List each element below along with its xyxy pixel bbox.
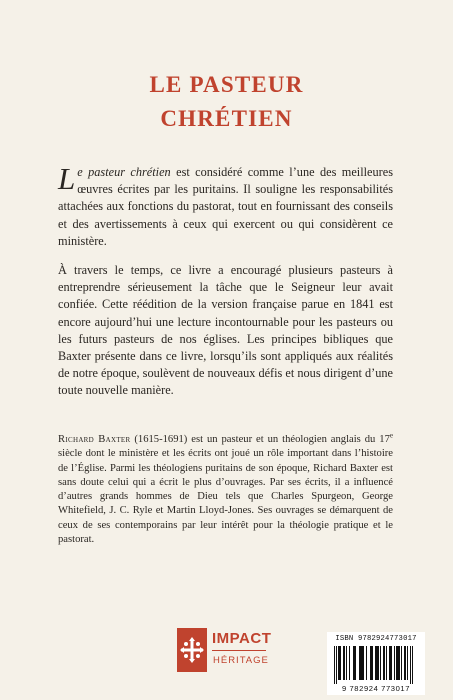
barcode-bar [363, 646, 364, 680]
barcode-bar [343, 646, 345, 680]
barcode-bar [394, 646, 395, 680]
barcode-bar [401, 646, 402, 680]
isbn-label: ISBN 9782924773017 [335, 635, 417, 643]
barcode-bar [349, 646, 350, 680]
book-title [0, 68, 453, 136]
publisher-name: IMPACT [212, 630, 272, 647]
description-paragraph-2: À travers le temps, ce livre a encouragé plusieurs pasteurs à entreprendre sérieusement la tâche que le Seigneur leur avait confiée. Cette réédition de la version française parue en 1841 est encore aujourd’hui une lecture incontournable pour les pasteurs ou les futurs pasteurs de nos églises. Les principes bibliques que Baxter présente dans ce livre, lorsqu’ils sont appliqués aux réalités de notre époque, soulèvent de nouveaux défis et nous dirigent d’une toute nouvelle manière. [58, 263, 393, 398]
barcode-bar [355, 646, 356, 680]
barcode-bar [346, 646, 347, 680]
barcode-bar [361, 646, 363, 680]
isbn-barcode [327, 632, 425, 695]
century-superscript: e [389, 431, 393, 440]
publisher-imprint: HÉRITAGE [213, 655, 269, 666]
barcode-bar [386, 646, 387, 680]
barcode-bar [389, 646, 391, 680]
description-paragraph-1-text: est considéré comme l’une des meilleures œuvres écrites par les puritains. Il souligne les responsabilités attachées aux fonctions du pastorat, tout en fournissant des conseils et des avertissements à ceux qui exercent ou qui considèrent ce ministère. [58, 165, 393, 248]
book-title-inline: e pasteur chrétien [77, 165, 171, 179]
author-bio-text-1: (1615-1691) est un pasteur et un théologien anglais du 17 [130, 434, 390, 445]
barcode-bar [377, 646, 379, 680]
barcode-bar [375, 646, 377, 680]
barcode-bar [404, 646, 406, 680]
huguenot-cross-icon [180, 637, 204, 663]
barcode-bar [412, 646, 413, 684]
author-bio-text-2: siècle dont le ministère et les écrits ont joué un rôle important dans l’histoire de l’Église. Parmi les théologiens puritains de son époque, Richard Baxter est sans doute celui qui a écrit le plus d’ouvrages. Par ses écrits, il a influencé d’autres grands hommes de Dieu tels que Charles Spurgeon, George Whitefield, J. C. Ryle et Martin Lloyd-Jones. Ses ouvrages se démarquent de ceux de ses contemporains par leur intérêt pour la théologie pratique et le pastorat. [58, 448, 393, 546]
logo-divider [212, 650, 266, 651]
barcode-bar [338, 646, 340, 680]
barcode-bar [336, 646, 337, 684]
barcode-bar [370, 646, 372, 680]
barcode-bar [359, 646, 361, 680]
barcode-bar [407, 646, 408, 680]
description-block [58, 161, 393, 400]
barcode-bars [333, 646, 419, 684]
barcode-bar [383, 646, 385, 680]
author-name: Richard Baxter [58, 434, 131, 445]
book-title-line-1: LE PASTEUR [149, 72, 304, 97]
author-bio [58, 433, 393, 547]
drop-cap: L [58, 161, 76, 196]
barcode-bar [398, 646, 400, 680]
publisher-logo [177, 628, 272, 674]
logo-emblem [177, 628, 207, 672]
barcode-bar [366, 646, 367, 680]
barcode-bar [410, 646, 411, 684]
description-paragraph-1 [58, 161, 393, 250]
barcode-bar [372, 646, 373, 680]
barcode-bar [396, 646, 398, 680]
isbn-digits: 9 782924 773017 [341, 684, 411, 693]
barcode-bar [353, 646, 355, 680]
barcode-bar [391, 646, 392, 680]
book-title-line-2: CHRÉTIEN [160, 106, 293, 131]
barcode-bar [340, 646, 341, 680]
barcode-bar [380, 646, 381, 680]
barcode-bar [334, 646, 335, 684]
